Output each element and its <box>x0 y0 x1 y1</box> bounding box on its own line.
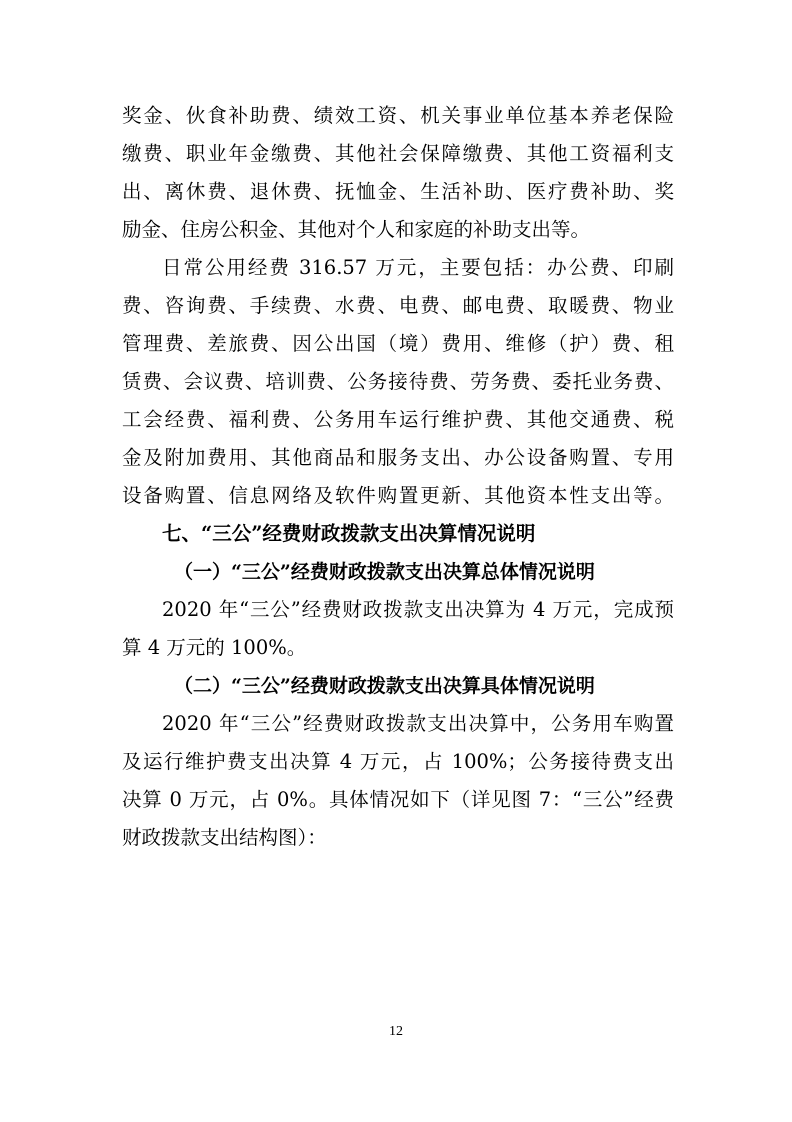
text-line: 及运行维护费支出决算 4 万元，占 100%；公务接待费支出 <box>122 750 674 773</box>
section-heading: 七、“三公”经费财政拨款支出决算情况说明 <box>162 522 536 545</box>
text-line: 决算 0 万元，占 0%。具体情况如下（详见图 7：“三公”经费 <box>122 788 674 811</box>
text-line: 缴费、职业年金缴费、其他社会保障缴费、其他工资福利支 <box>122 142 674 165</box>
subsection-heading-2: （二）“三公”经费财政拨款支出决算具体情况说明 <box>174 675 595 697</box>
paragraph-wage-items <box>122 97 674 249</box>
text-line: 金及附加费用、其他商品和服务支出、办公设备购置、专用 <box>122 446 674 469</box>
page-number: 12 <box>389 1024 403 1039</box>
text-line: 算 4 万元的 100%。 <box>122 636 307 659</box>
text-line: 日常公用经费 316.57 万元，主要包括：办公费、印刷 <box>162 256 674 279</box>
text-line: 工会经费、福利费、公务用车运行维护费、其他交通费、税 <box>122 408 674 431</box>
text-line: 出、离休费、退休费、抚恤金、生活补助、医疗费补助、奖 <box>122 180 674 203</box>
text-line: 奖金、伙食补助费、绩效工资、机关事业单位基本养老保险 <box>122 104 674 127</box>
text-line: 2020 年“三公”经费财政拨款支出决算为 4 万元，完成预 <box>162 598 674 621</box>
text-line: 管理费、差旅费、因公出国（境）费用、维修（护）费、租 <box>122 332 674 355</box>
text-line: 设备购置、信息网络及软件购置更新、其他资本性支出等。 <box>122 484 674 507</box>
text-line: 2020 年“三公”经费财政拨款支出决算中，公务用车购置 <box>162 712 674 735</box>
section-7 <box>122 515 674 857</box>
text-line: 励金、住房公积金、其他对个人和家庭的补助支出等。 <box>122 218 591 241</box>
paragraph-public-expenses <box>122 249 674 515</box>
text-line: 费、咨询费、手续费、水费、电费、邮电费、取暖费、物业 <box>122 294 674 317</box>
subsection-heading-1: （一）“三公”经费财政拨款支出决算总体情况说明 <box>174 561 595 583</box>
text-line: 财政拨款支出结构图）： <box>122 826 327 849</box>
text-line: 赁费、会议费、培训费、公务接待费、劳务费、委托业务费、 <box>122 370 674 393</box>
